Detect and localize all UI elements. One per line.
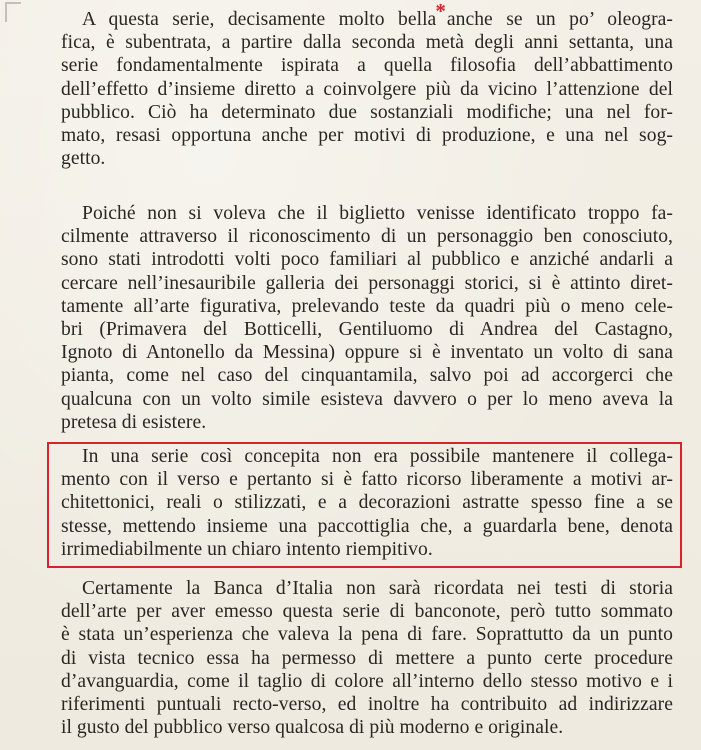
paragraph-line: pianta, come nel caso del cinquantamila, salvo poi ad accorgerci che: [61, 365, 673, 387]
paragraph-line: fica, è subentrata, a partire dalla seconda metà degli anni settanta, una: [61, 32, 673, 54]
paragraph-3-highlighted: [61, 445, 673, 561]
paragraph-line: Ignoto di Antonello da Messina) oppure si è inventato un volto di sana: [61, 342, 673, 364]
paragraph-line: di vista tecnico essa ha permesso di mettere a punto certe procedure: [61, 647, 673, 669]
paragraph-1-line-1b: anche se un po’ oleogra-: [446, 9, 673, 30]
paragraph-line: pretesa di esistere.: [61, 411, 207, 433]
paragraph-line: è stata un’esperienza che valeva la pena di fare. Soprattutto da un punto: [61, 624, 673, 646]
paragraph-line: bri (Primavera del Botticelli, Gentiluomo di Andrea del Castagno,: [61, 319, 673, 341]
paragraph-2: [61, 202, 673, 434]
paragraph-line: In una serie così concepita non era possibile mantenere il collega-: [82, 446, 673, 467]
paragraph-line: pubblico. Ciò ha determinato due sostanziali modifiche; una nel for-: [61, 101, 673, 123]
paragraph-line: d’avanguardia, come il taglio di colore all’interno dello stesso motivo e i: [61, 670, 673, 692]
scan-corner-mark: [5, 2, 21, 22]
paragraph-line: mento con il verso e pertanto si è fatto ricorso liberamente a motivi ar-: [61, 469, 673, 491]
paragraph-line: Certamente la Banca d’Italia non sarà ricordata nei testi di storia: [82, 578, 673, 599]
paragraph-line: riferimenti puntuali recto-verso, ed inoltre ha contribuito ad indirizzare: [61, 694, 673, 716]
paragraph-line: [61, 0, 673, 31]
paragraph-line: sono stati introdotti volti poco familiari al pubblico e anziché andarli a: [61, 249, 673, 271]
paragraph-1: [61, 0, 673, 170]
paragraph-line: Poiché non si voleva che il biglietto venisse identificato troppo fa-: [82, 203, 673, 224]
paragraph-line: qualcuna con un volto simile esisteva davvero o per lo meno aveva la: [61, 388, 673, 410]
paragraph-line: dell’arte per aver emesso questa serie di banconote, però tutto sommato: [61, 601, 673, 623]
paragraph-line: serie fondamentalmente ispirata a quella filosofia dell’abbattimento: [61, 55, 673, 77]
paragraph-line: stesse, mettendo insieme una paccottiglia che, a guardarla bene, denota: [61, 515, 673, 537]
paragraph-line: getto.: [61, 148, 106, 170]
paragraph-1-line-1a: A questa serie, decisamente molto bella: [82, 9, 437, 30]
footnote-asterisk: *: [435, 0, 446, 23]
paragraph-4: [61, 577, 673, 739]
paragraph-line: mato, resasi opportuna anche per motivi di produzione, e una nel sog-: [61, 125, 673, 147]
paragraph-line: tamente all’arte figurativa, prelevando teste da quadri più o meno cele-: [61, 295, 673, 317]
paragraph-line: cilmente attraverso il riconoscimento di un personaggio ben conosciuto,: [61, 226, 673, 248]
paragraph-line: dell’effetto d’insieme diretto a coinvolgere più da vicino l’attenzione del: [61, 78, 673, 100]
paragraph-line: il gusto del pubblico verso qualcosa di più moderno e originale.: [61, 717, 564, 739]
paragraph-line: cercare nell’inesauribile galleria dei personaggi storici, si è attinto diret-: [61, 272, 673, 294]
paragraph-line: chitettonici, reali o stilizzati, e a decorazioni astratte spesso fine a se: [61, 492, 673, 514]
paragraph-line: irrimediabilmente un chiaro intento riempitivo.: [61, 538, 433, 560]
